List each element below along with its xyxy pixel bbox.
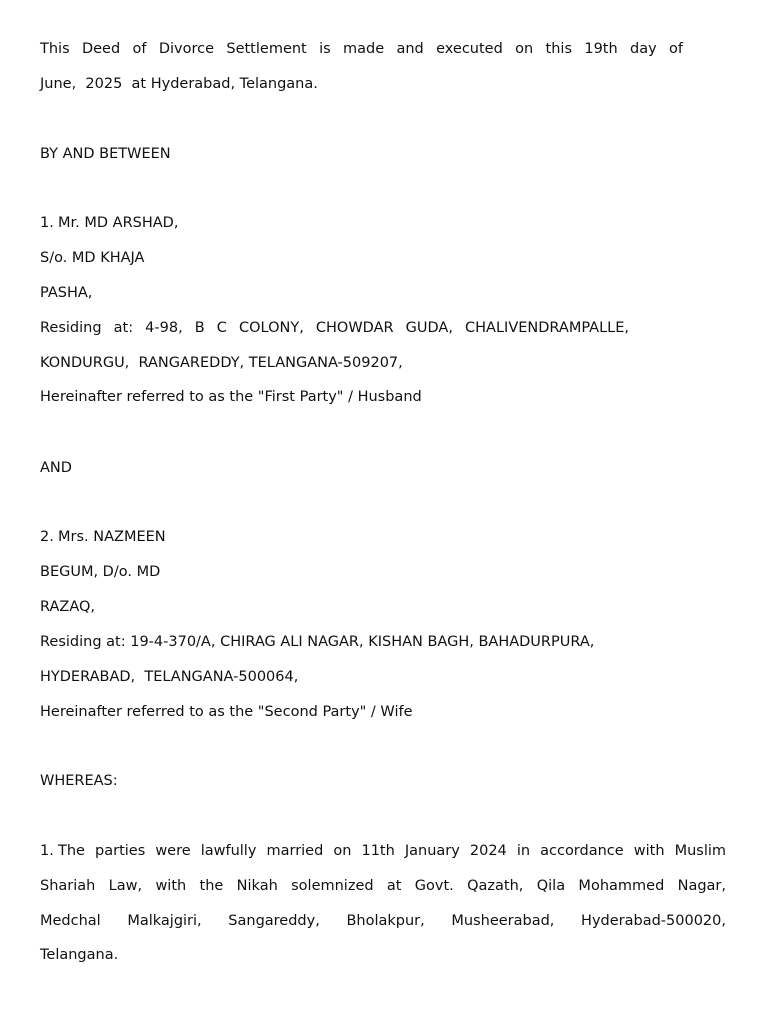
first-party-address-line-2: KONDURGU, RANGAREDDY, TELANGANA-509207, — [40, 355, 403, 371]
whereas-clause-1-line-4: Telangana. — [40, 947, 119, 963]
intro-line-1: This Deed of Divorce Settlement is made and executed on this 19th day of — [40, 41, 683, 57]
whereas-clause-1-line-3: Medchal Malkajgiri, Sangareddy, Bholakpur, Musheerabad, Hyderabad-500020, — [40, 913, 726, 929]
first-party-number: 1. — [40, 215, 54, 231]
first-party-father-line-1: S/o. MD KHAJA — [40, 250, 145, 266]
intro-line-2: June, 2025 at Hyderabad, Telangana. — [40, 76, 318, 92]
first-party-name-line — [40, 211, 178, 235]
between-heading: BY AND BETWEEN — [40, 146, 171, 162]
second-party-father-line-1: BEGUM, D/o. MD — [40, 564, 161, 580]
second-party-father-line-2: RAZAQ, — [40, 599, 96, 615]
whereas-clause-1-line-1 — [40, 839, 726, 863]
first-party-name: Mr. MD ARSHAD, — [58, 215, 179, 231]
second-party-address-line-1: Residing at: 19-4-370/A, CHIRAG ALI NAGAR, KISHAN BAGH, BAHADURPURA, — [40, 634, 595, 650]
second-party-referred-line: Hereinafter referred to as the "Second Party" / Wife — [40, 704, 413, 720]
first-party-father-line-2: PASHA, — [40, 285, 93, 301]
second-party-name-line — [40, 525, 166, 549]
first-party-referred-line: Hereinafter referred to as the "First Party" / Husband — [40, 389, 422, 405]
whereas-clause-1-text: The parties were lawfully married on 11th January 2024 in accordance with Muslim — [58, 843, 726, 859]
second-party-number: 2. — [40, 529, 54, 545]
whereas-clause-1-number: 1. — [40, 843, 54, 859]
whereas-heading: WHEREAS: — [40, 773, 118, 789]
first-party-address-line-1: Residing at: 4-98, B C COLONY, CHOWDAR GUDA, CHALIVENDRAMPALLE, — [40, 320, 629, 336]
second-party-address-line-2: HYDERABAD, TELANGANA-500064, — [40, 669, 299, 685]
whereas-clause-1-line-2: Shariah Law, with the Nikah solemnized at Govt. Qazath, Qila Mohammed Nagar, — [40, 878, 726, 894]
and-heading: AND — [40, 460, 72, 476]
second-party-name: Mrs. NAZMEEN — [58, 529, 166, 545]
